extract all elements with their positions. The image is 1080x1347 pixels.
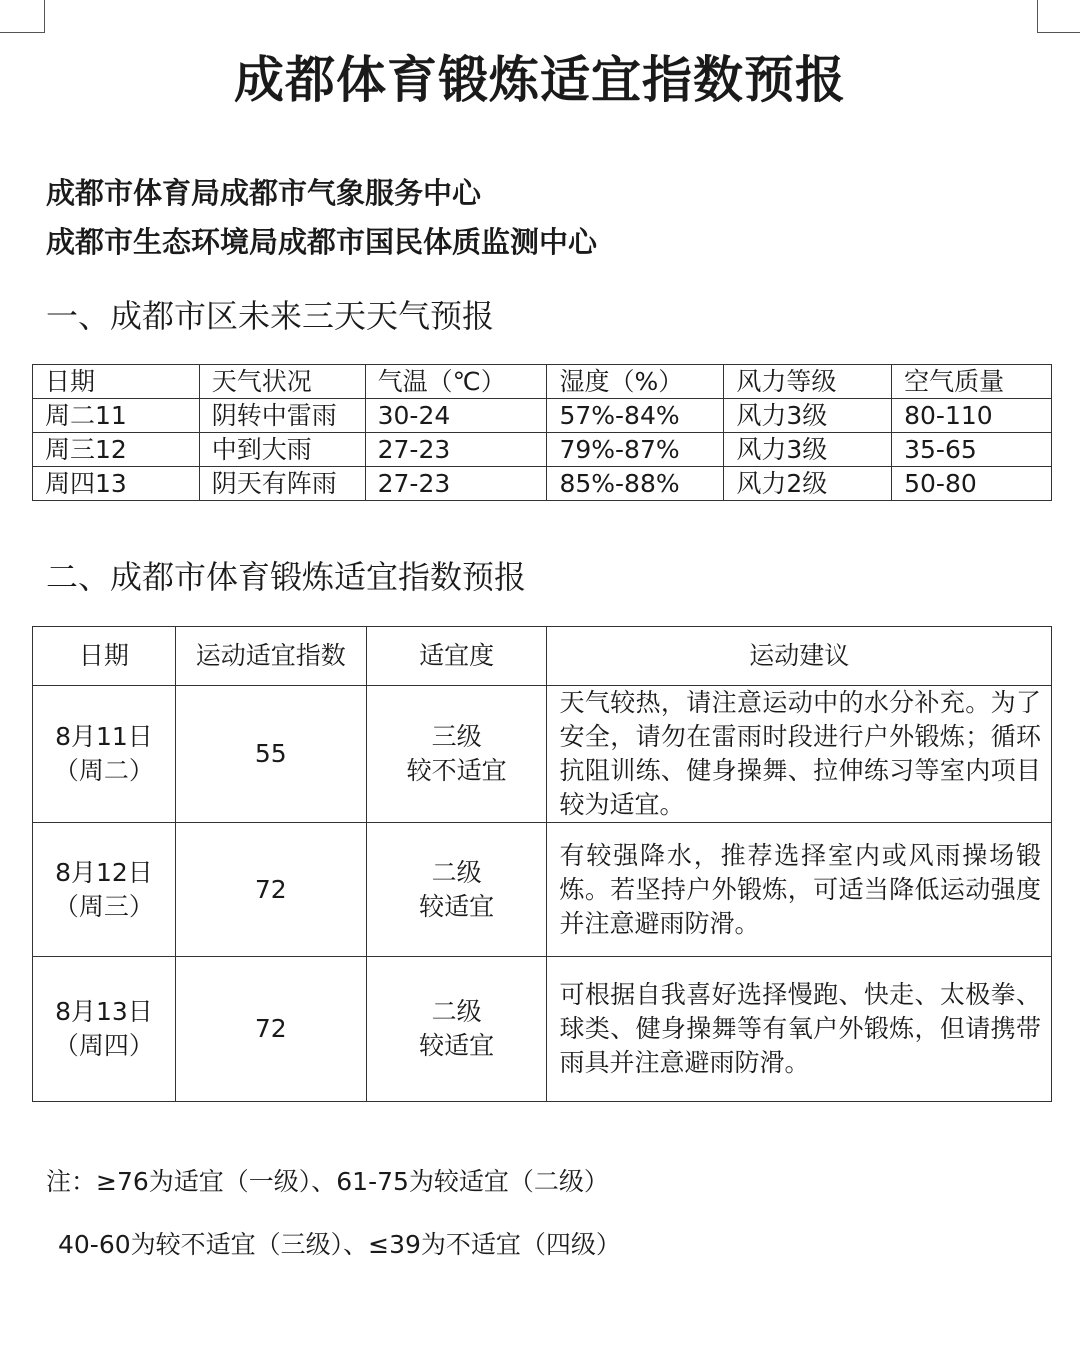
weather-cell: 周二11	[33, 399, 200, 433]
index-section-heading: 二、成都市体育锻炼适宜指数预报	[46, 558, 527, 596]
index-row	[33, 686, 1052, 823]
date-cell	[33, 957, 176, 1102]
weekday-text: （周二）	[53, 756, 154, 785]
weather-cell: 周三12	[33, 433, 200, 467]
weekday-text: （周四）	[53, 1031, 154, 1060]
organization-line-2: 成都市生态环境局成都市国民体质监测中心	[46, 225, 598, 259]
index-value-cell: 72	[175, 957, 366, 1102]
level-text: 二级	[431, 857, 482, 887]
date-text: 8月12日	[55, 857, 153, 887]
date-text: 8月11日	[55, 722, 153, 751]
weather-header-cell: 风力等级	[724, 365, 892, 399]
weather-header-cell: 天气状况	[199, 365, 365, 399]
weather-cell: 80-110	[892, 399, 1052, 433]
weather-header-cell: 空气质量	[892, 365, 1052, 399]
advice-cell: 可根据自我喜好选择慢跑、快走、太极拳、球类、健身操舞等有氧户外锻炼，但请携带雨具并注意避雨防滑。	[547, 957, 1052, 1102]
level-text: 三级	[431, 722, 482, 751]
page-title: 成都体育锻炼适宜指数预报	[234, 51, 846, 109]
note-line-2: 40-60为较不适宜（三级）、≤39为不适宜（四级）	[58, 1230, 621, 1259]
weather-header-cell: 气温（℃）	[365, 365, 547, 399]
index-row	[33, 823, 1052, 957]
date-text: 8月13日	[55, 997, 153, 1026]
weather-cell: 27-23	[365, 467, 547, 501]
organization-line-1: 成都市体育局成都市气象服务中心	[46, 176, 482, 210]
suitability-text: 较适宜	[419, 891, 495, 921]
weather-cell: 79%-87%	[547, 433, 724, 467]
index-value-cell: 72	[175, 823, 366, 957]
weather-cell: 50-80	[892, 467, 1052, 501]
weekday-text: （周三）	[53, 891, 154, 921]
index-header-row	[33, 627, 1052, 686]
weather-cell: 中到大雨	[199, 433, 365, 467]
suitability-cell	[366, 686, 547, 823]
date-cell	[33, 823, 176, 957]
page-corner-mark-left	[0, 0, 45, 33]
weather-cell: 阴天有阵雨	[199, 467, 365, 501]
level-text: 二级	[431, 997, 482, 1026]
advice-cell: 有较强降水，推荐选择室内或风雨操场锻炼。若坚持户外锻炼，可适当降低运动强度并注意避雨防滑。	[547, 823, 1052, 957]
weather-forecast-table	[32, 364, 1052, 501]
suitability-text: 较适宜	[419, 1031, 495, 1060]
suitability-cell	[366, 823, 547, 957]
weather-cell: 风力3级	[724, 433, 892, 467]
index-value-cell: 55	[175, 686, 366, 823]
weather-row	[33, 433, 1052, 467]
weather-cell: 风力3级	[724, 399, 892, 433]
advice-cell: 天气较热，请注意运动中的水分补充。为了安全，请勿在雷雨时段进行户外锻炼；循环抗阻训练、健身操舞、拉伸练习等室内项目较为适宜。	[547, 686, 1052, 823]
index-header-cell: 运动适宜指数	[175, 627, 366, 686]
note-line-1: 注：≥76为适宜（一级）、61-75为较适宜（二级）	[46, 1167, 609, 1196]
suitability-cell	[366, 957, 547, 1102]
weather-row	[33, 399, 1052, 433]
weather-section-heading: 一、成都市区未来三天天气预报	[46, 297, 495, 335]
weather-header-row	[33, 365, 1052, 399]
weather-header-cell: 日期	[33, 365, 200, 399]
weather-cell: 周四13	[33, 467, 200, 501]
index-header-cell: 日期	[33, 627, 176, 686]
date-cell	[33, 686, 176, 823]
exercise-index-table	[32, 626, 1052, 1102]
index-header-cell: 适宜度	[366, 627, 547, 686]
weather-cell: 57%-84%	[547, 399, 724, 433]
weather-cell: 85%-88%	[547, 467, 724, 501]
page-corner-mark-right	[1037, 0, 1080, 33]
suitability-text: 较不适宜	[406, 756, 507, 785]
weather-cell: 风力2级	[724, 467, 892, 501]
weather-header-cell: 湿度（%）	[547, 365, 724, 399]
weather-cell: 27-23	[365, 433, 547, 467]
weather-cell: 35-65	[892, 433, 1052, 467]
weather-row	[33, 467, 1052, 501]
weather-cell: 阴转中雷雨	[199, 399, 365, 433]
index-header-cell: 运动建议	[547, 627, 1052, 686]
weather-cell: 30-24	[365, 399, 547, 433]
index-row	[33, 957, 1052, 1102]
